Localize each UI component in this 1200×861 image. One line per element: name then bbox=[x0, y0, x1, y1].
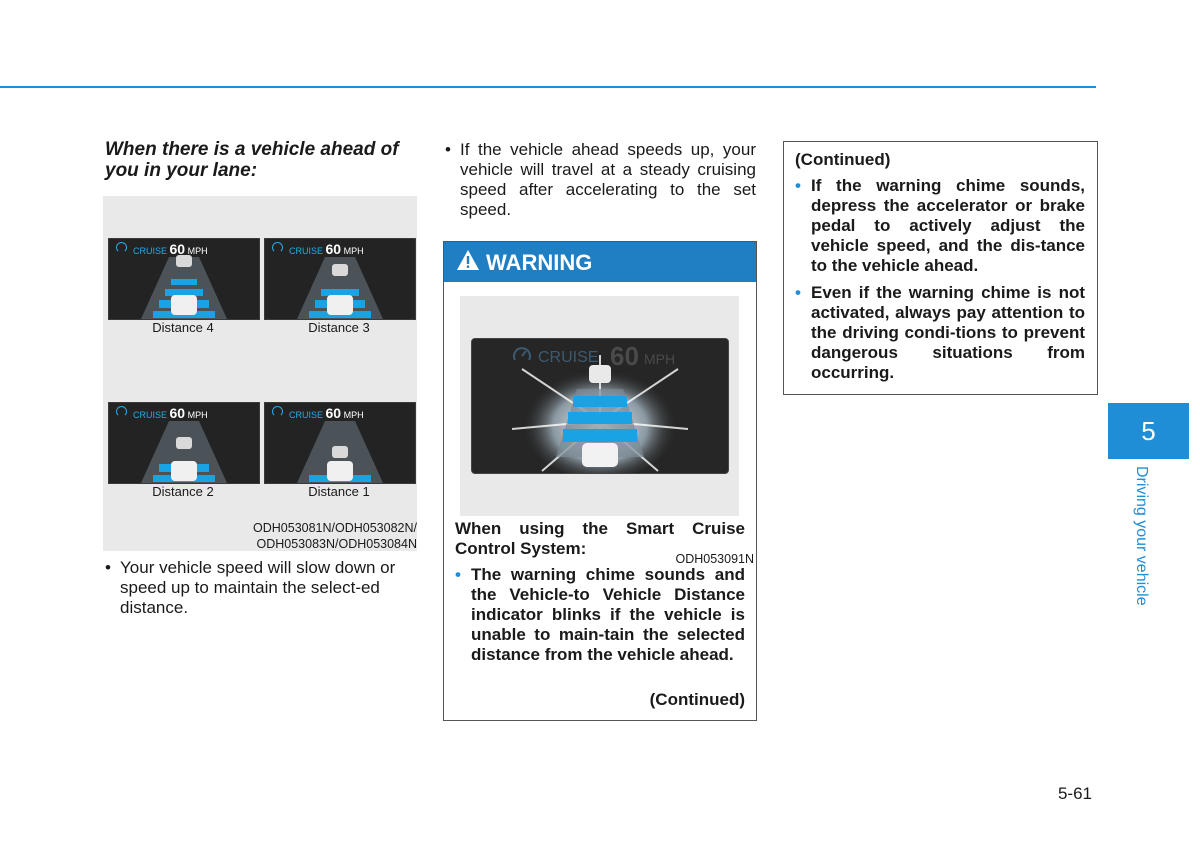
list-item: • If the warning chime sounds, depress the accelerator or brake pedal to actively adjust the vehicle speed, and the dis-tance to the vehicle ahead. bbox=[795, 176, 1085, 275]
distance-bar bbox=[171, 279, 197, 285]
list-item: • Your vehicle speed will slow down or speed up to maintain the select-ed distance. bbox=[105, 558, 396, 617]
distance-label: Distance 2 bbox=[152, 484, 214, 499]
distance-panel bbox=[264, 238, 416, 320]
list-item: • The warning chime sounds and the Vehicle-to Vehicle Distance indicator blinks if the vehicle is unable to main-tain the selected distance from the vehicle ahead. bbox=[455, 565, 745, 664]
cruise-gauge-icon bbox=[116, 406, 127, 417]
cruise-readout: CRUISE 60 MPH bbox=[289, 405, 364, 421]
vehicle-ahead-icon bbox=[176, 437, 192, 449]
continued-heading: (Continued) bbox=[795, 150, 891, 169]
cruise-readout: CRUISE 60 MPH bbox=[133, 241, 208, 257]
list-item: • Even if the warning chime is not activated, always pay attention to the driving condi-tions to prevent dangerous situations from occurring. bbox=[795, 283, 1085, 382]
warning-triangle-icon bbox=[456, 249, 480, 271]
list-item: • If the vehicle ahead speeds up, your vehicle will travel at a steady cruising speed after accelerating to the set speed. bbox=[445, 140, 756, 219]
cruise-gauge-icon bbox=[272, 406, 283, 417]
distance-bar bbox=[321, 289, 359, 296]
section-heading: When there is a vehicle ahead of you in your lane: bbox=[105, 139, 399, 181]
distance-label: Distance 4 bbox=[152, 320, 214, 335]
cruise-readout: CRUISE 60 MPH bbox=[289, 241, 364, 257]
distance-label: Distance 1 bbox=[308, 484, 370, 499]
distance-bar bbox=[165, 289, 203, 296]
blinking-distance-indicator bbox=[472, 339, 728, 473]
cluster-display: CRUISE 60 MPH bbox=[471, 338, 729, 474]
chapter-tab: 5 bbox=[1108, 403, 1189, 459]
cruise-gauge-icon bbox=[272, 242, 283, 253]
warning-header bbox=[444, 242, 756, 282]
own-vehicle-icon bbox=[171, 461, 197, 481]
cruise-gauge-icon bbox=[512, 345, 532, 365]
warning-subheading: When using the Smart Cruise Control System: bbox=[455, 519, 745, 558]
distance-panel bbox=[108, 238, 260, 320]
figure-caption: ODH053081N/ODH053082N/ ODH053083N/ODH053084N bbox=[253, 521, 417, 551]
warning-title: WARNING bbox=[486, 250, 593, 275]
distance-panel bbox=[108, 402, 260, 484]
warning-box bbox=[443, 241, 757, 721]
top-rule bbox=[0, 86, 1096, 88]
own-vehicle-icon bbox=[327, 461, 353, 481]
distance-label: Distance 3 bbox=[308, 320, 370, 335]
own-vehicle-icon bbox=[327, 295, 353, 315]
cruise-gauge-icon bbox=[116, 242, 127, 253]
chapter-title: Driving your vehicle bbox=[1133, 466, 1150, 606]
own-vehicle-icon bbox=[171, 295, 197, 315]
distance-panel bbox=[264, 402, 416, 484]
vehicle-ahead-icon bbox=[332, 446, 348, 458]
continued-box bbox=[783, 141, 1098, 395]
cruise-readout: CRUISE 60 MPH bbox=[133, 405, 208, 421]
vehicle-ahead-icon bbox=[332, 264, 348, 276]
figure-caption: ODH053091N bbox=[675, 552, 754, 566]
page-number: 5-61 bbox=[1057, 784, 1092, 803]
continued-label: (Continued) bbox=[649, 690, 745, 709]
